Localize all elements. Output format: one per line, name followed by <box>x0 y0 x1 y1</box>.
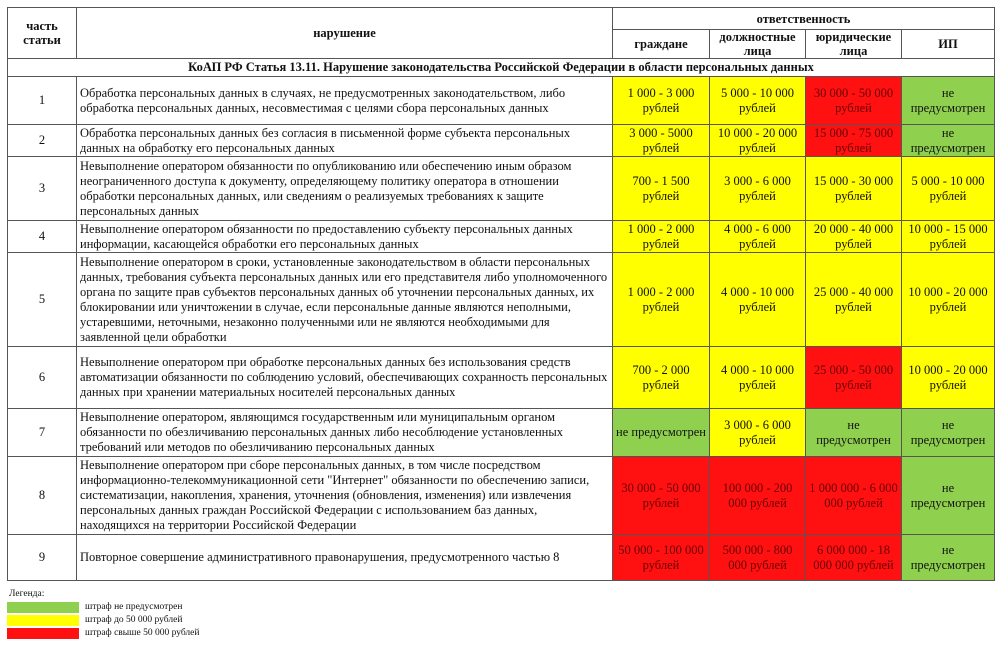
legend-item <box>7 627 199 640</box>
row-number: 6 <box>8 347 77 409</box>
legend-swatch-red <box>7 628 79 639</box>
row-description: Повторное совершение административного правонарушения, предусмотренного частью 8 <box>77 535 613 581</box>
legend-label: штраф не предусмотрен <box>85 602 183 612</box>
legend-label: штраф свыше 50 000 рублей <box>85 628 200 638</box>
fine-citizens: 3 000 - 5000 рублей <box>613 125 710 157</box>
header-responsibility: ответственность <box>613 8 995 30</box>
header-part: часть статьи <box>8 8 77 59</box>
fine-ip: не предусмотрен <box>902 409 995 457</box>
fine-officials: 3 000 - 6 000 рублей <box>710 157 806 221</box>
row-description: Невыполнение оператором обязанности по опубликованию или обеспечению иным образом неограниченного доступа к документу, определяющему политику оператора в отношении обработки персональных данных, или сведениям о реализуемых требованиях к защите персональных данных <box>77 157 613 221</box>
row-description: Невыполнение оператором в сроки, установленные законодательством в области персональных данных, требования субъекта персональных данных или его представителя либо уполномоченного органа по защите прав субъектов персональных данных об уточнении персональных данных, их блокировании или уничтожении в случае, если персональные данные являются неполными, устаревшими, неточными, незаконно полученными или не являются необходимыми для заявленной цели обработки <box>77 253 613 347</box>
fine-legal-entities: 1 000 000 - 6 000 000 рублей <box>806 457 902 535</box>
fine-legal-entities: 15 000 - 75 000 рублей <box>806 125 902 157</box>
fine-officials: 4 000 - 10 000 рублей <box>710 347 806 409</box>
fine-legal-entities: 30 000 - 50 000 рублей <box>806 77 902 125</box>
legend-swatch-green <box>7 602 79 613</box>
legend-item <box>7 601 199 614</box>
fine-officials: 10 000 - 20 000 рублей <box>710 125 806 157</box>
fine-officials: 4 000 - 10 000 рублей <box>710 253 806 347</box>
fine-citizens: не предусмотрен <box>613 409 710 457</box>
fine-legal-entities: 6 000 000 - 18 000 000 рублей <box>806 535 902 581</box>
row-description: Невыполнение оператором обязанности по предоставлению субъекту персональных данных информации, касающейся обработки его персональных данных <box>77 221 613 253</box>
table-row <box>8 253 995 347</box>
row-description: Невыполнение оператором при сборе персональных данных, в том числе посредством информационно-телекоммуникационной сети "Интернет" обязанности по обеспечению записи, систематизации, накопления, хранения, уточнения (обновления, изменения) или извлечения персональных данных граждан Российской Федерации с использованием баз данных, находящихся на территории Российской Федерации <box>77 457 613 535</box>
fine-ip: не предусмотрен <box>902 535 995 581</box>
table-row <box>8 535 995 581</box>
fine-ip: не предусмотрен <box>902 125 995 157</box>
fine-officials: 3 000 - 6 000 рублей <box>710 409 806 457</box>
header-officials: должностные лица <box>710 30 806 59</box>
legend-title: Легенда: <box>9 589 45 599</box>
row-description: Невыполнение оператором, являющимся государственным или муниципальным органом обязанности по обезличиванию персональных данных либо несоблюдение установленных требований или методов по обезличиванию персональных данных <box>77 409 613 457</box>
row-description: Обработка персональных данных без согласия в письменной форме субъекта персональных данных на обработку его персональных данных <box>77 125 613 157</box>
fine-citizens: 1 000 - 2 000 рублей <box>613 221 710 253</box>
fine-officials: 100 000 - 200 000 рублей <box>710 457 806 535</box>
legend <box>7 588 199 640</box>
fines-table <box>7 7 995 581</box>
fine-legal-entities: не предусмотрен <box>806 409 902 457</box>
fine-ip: 5 000 - 10 000 рублей <box>902 157 995 221</box>
table-row <box>8 409 995 457</box>
row-number: 9 <box>8 535 77 581</box>
fines-table-container <box>7 7 994 581</box>
row-description: Невыполнение оператором при обработке персональных данных без использования средств автоматизации обязанности по соблюдению условий, обеспечивающих сохранность персональных данных при хранении материальных носителей персональных данных <box>77 347 613 409</box>
table-row <box>8 157 995 221</box>
row-number: 3 <box>8 157 77 221</box>
row-description: Обработка персональных данных в случаях, не предусмотренных законодательством, либо обработка персональных данных, несовместимая с целями сбора персональных данных <box>77 77 613 125</box>
fine-legal-entities: 25 000 - 50 000 рублей <box>806 347 902 409</box>
row-number: 5 <box>8 253 77 347</box>
legend-item <box>7 614 199 627</box>
fine-ip: не предусмотрен <box>902 457 995 535</box>
row-number: 4 <box>8 221 77 253</box>
table-row <box>8 77 995 125</box>
table-row <box>8 221 995 253</box>
row-number: 1 <box>8 77 77 125</box>
fine-legal-entities: 20 000 - 40 000 рублей <box>806 221 902 253</box>
fine-citizens: 700 - 1 500 рублей <box>613 157 710 221</box>
fine-officials: 5 000 - 10 000 рублей <box>710 77 806 125</box>
section-title: КоАП РФ Статья 13.11. Нарушение законодательства Российской Федерации в области персональных данных <box>8 59 995 77</box>
row-number: 2 <box>8 125 77 157</box>
legend-swatch-yellow <box>7 615 79 626</box>
fine-citizens: 1 000 - 2 000 рублей <box>613 253 710 347</box>
table-row <box>8 347 995 409</box>
row-number: 7 <box>8 409 77 457</box>
fine-citizens: 30 000 - 50 000 рублей <box>613 457 710 535</box>
table-row <box>8 457 995 535</box>
fine-legal-entities: 25 000 - 40 000 рублей <box>806 253 902 347</box>
fine-citizens: 1 000 - 3 000 рублей <box>613 77 710 125</box>
fine-ip: не предусмотрен <box>902 77 995 125</box>
fine-ip: 10 000 - 15 000 рублей <box>902 221 995 253</box>
fine-officials: 500 000 - 800 000 рублей <box>710 535 806 581</box>
header-legal-entities: юридические лица <box>806 30 902 59</box>
fine-ip: 10 000 - 20 000 рублей <box>902 347 995 409</box>
fine-legal-entities: 15 000 - 30 000 рублей <box>806 157 902 221</box>
fine-ip: 10 000 - 20 000 рублей <box>902 253 995 347</box>
fine-citizens: 700 - 2 000 рублей <box>613 347 710 409</box>
header-ip: ИП <box>902 30 995 59</box>
legend-label: штраф до 50 000 рублей <box>85 615 183 625</box>
header-citizens: граждане <box>613 30 710 59</box>
row-number: 8 <box>8 457 77 535</box>
fine-citizens: 50 000 - 100 000 рублей <box>613 535 710 581</box>
header-violation: нарушение <box>77 8 613 59</box>
table-row <box>8 125 995 157</box>
fine-officials: 4 000 - 6 000 рублей <box>710 221 806 253</box>
